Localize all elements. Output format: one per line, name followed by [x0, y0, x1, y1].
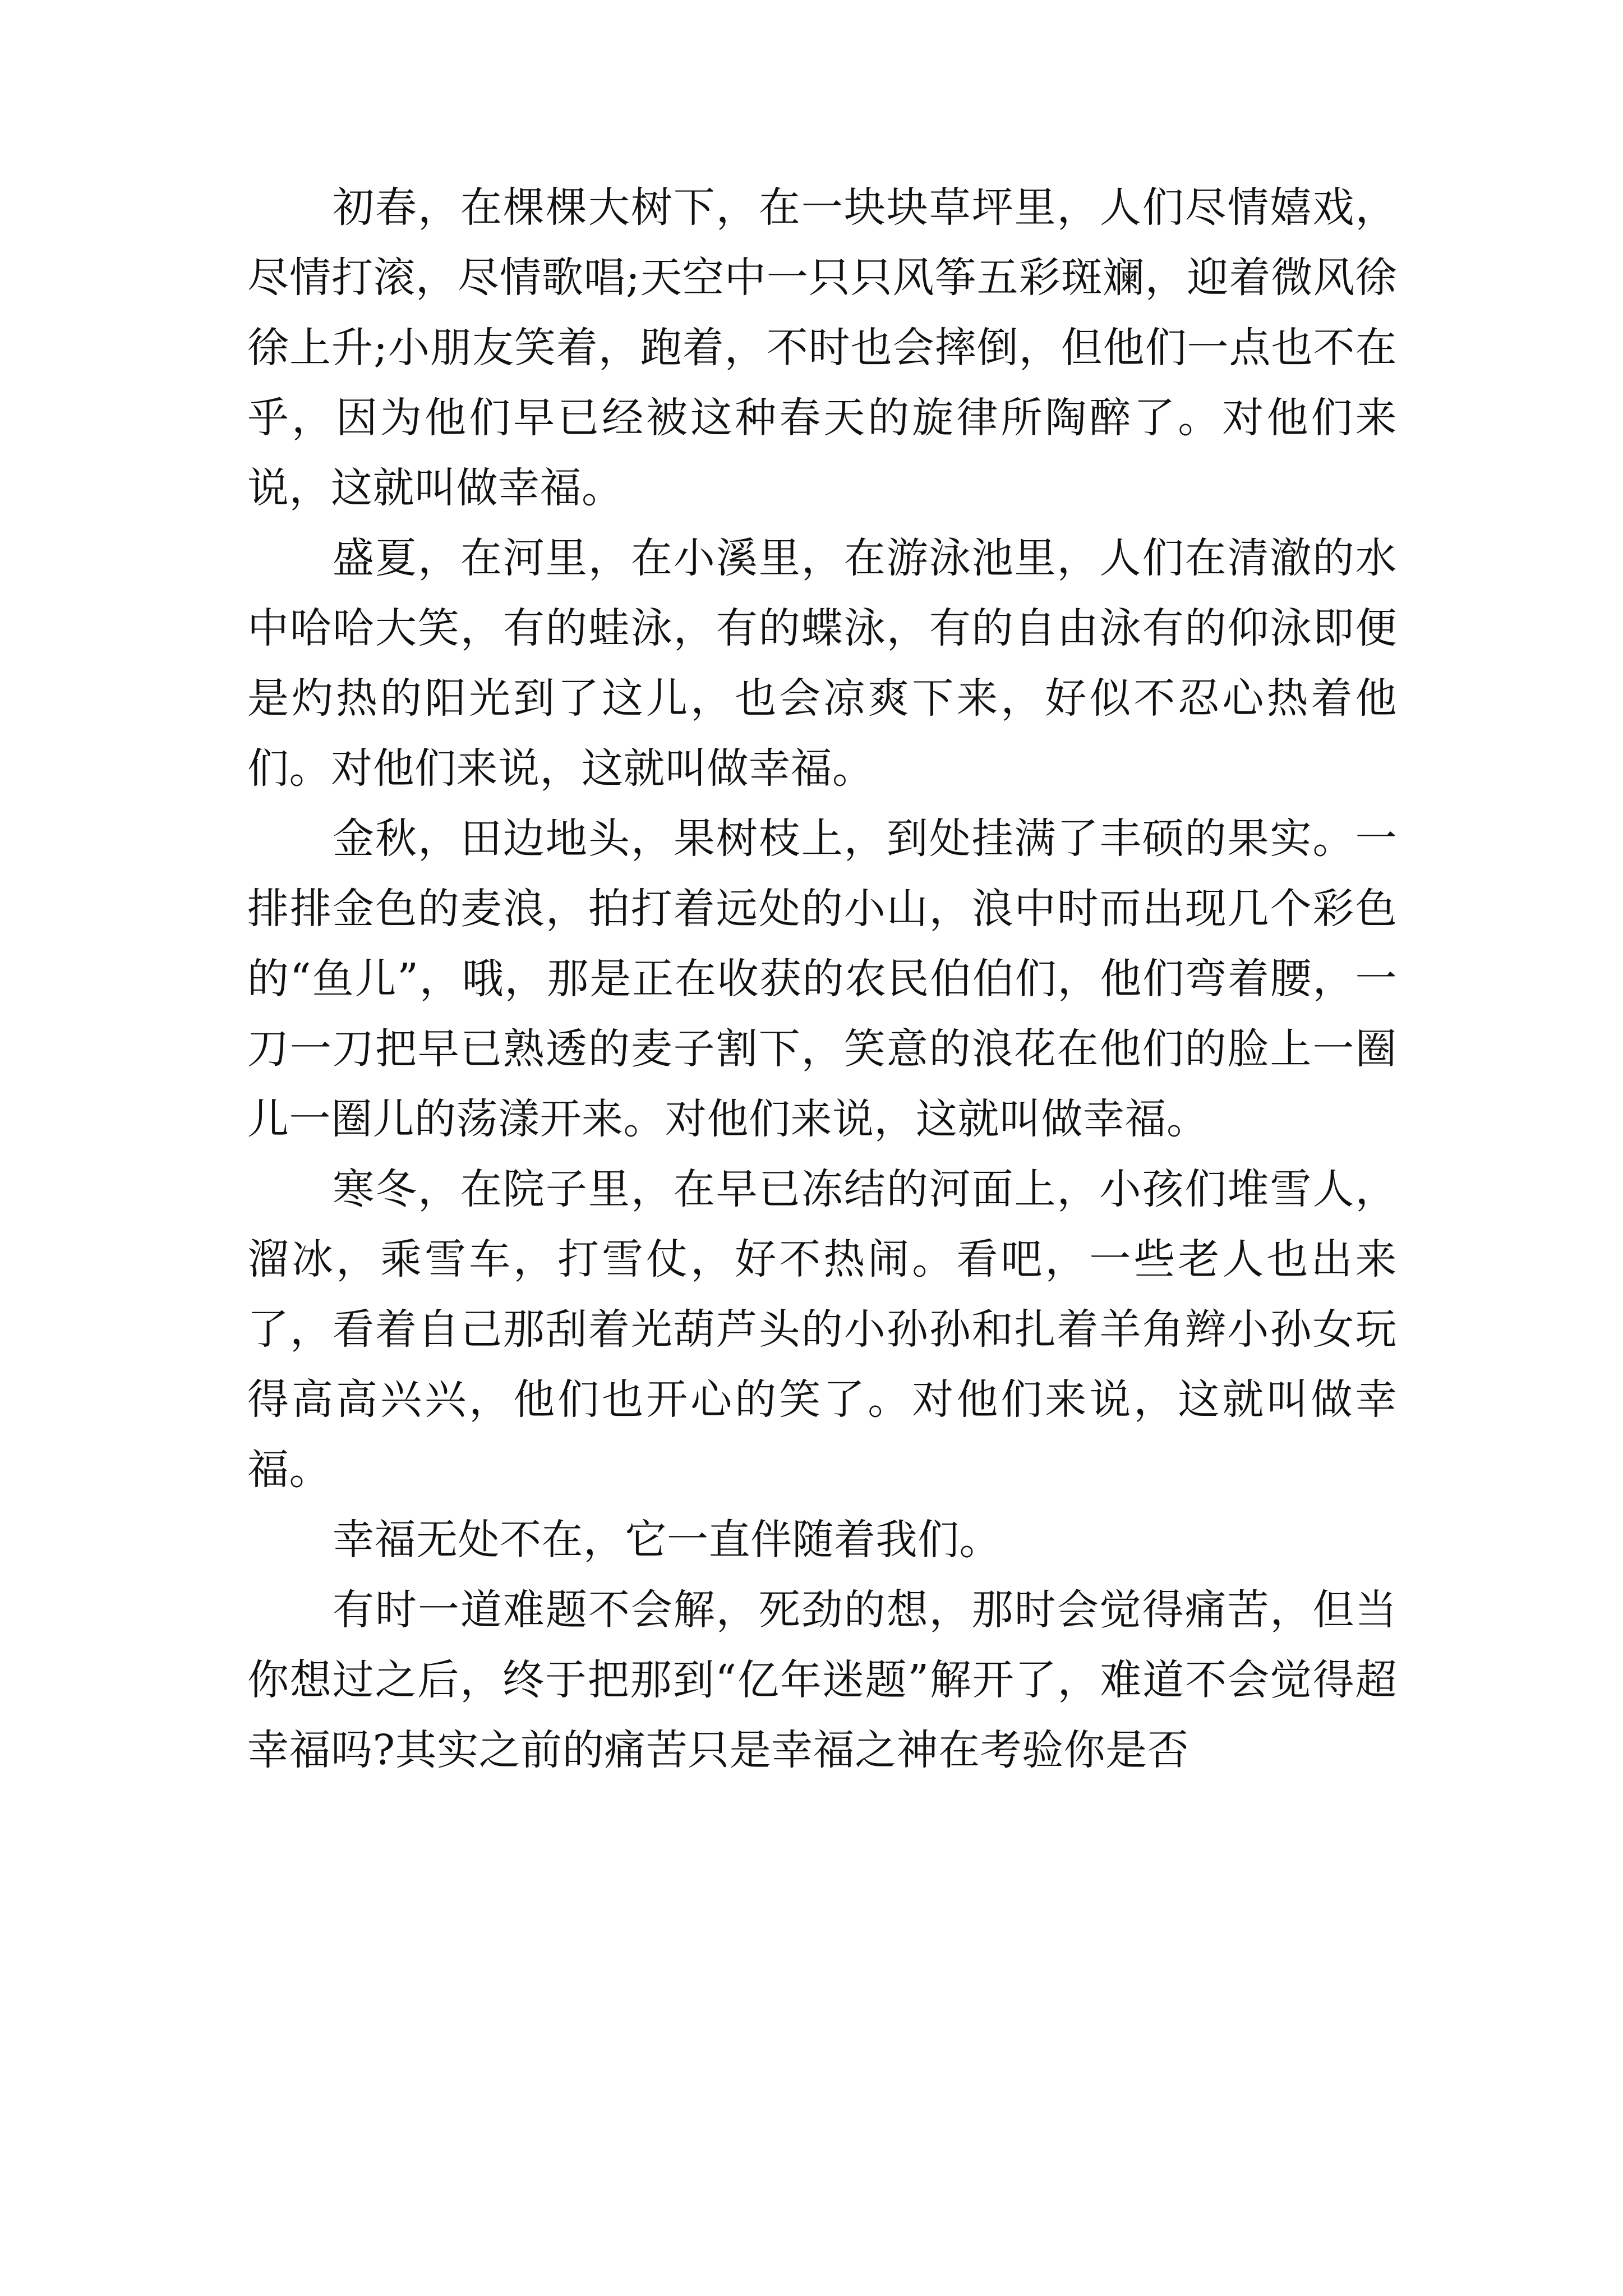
- paragraph-hard-problem: 有时一道难题不会解，死劲的想，那时会觉得痛苦，但当你想过之后，终于把那到“亿年迷题”解开了，难道不会觉得超幸福吗?其实之前的痛苦只是幸福之神在考验你是否: [247, 1586, 1397, 1774]
- paragraph-happiness-everywhere: 幸福无处不在，它一直伴随着我们。: [333, 1516, 1001, 1564]
- paragraph-autumn: 金秋，田边地头，果树枝上，到处挂满了丰硕的果实。一排排金色的麦浪，拍打着远处的小山，浪中时而出现几个彩色的“鱼儿”，哦，那是正在收获的农民伯伯们，他们弯着腰，一刀一刀把早已熟透的麦子割下，笑意的浪花在他们的脸上一圈儿一圈儿的荡漾开来。对他们来说，这就叫做幸福。: [247, 815, 1397, 1143]
- paragraph-spring: 初春，在棵棵大树下，在一块块草坪里，人们尽情嬉戏，尽情打滚，尽情歌唱;天空中一只只风筝五彩斑斓，迎着微风徐徐上升;小朋友笑着，跑着，不时也会摔倒，但他们一点也不在乎，因为他们早已经被这种春天的旋律所陶醉了。对他们来说，这就叫做幸福。: [247, 183, 1397, 512]
- paragraph-winter: 寒冬，在院子里，在早已冻结的河面上，小孩们堆雪人，溜冰，乘雪车，打雪仗，好不热闹。看吧，一些老人也出来了，看着自己那刮着光葫芦头的小孙孙和扎着羊角辫小孙女玩得高高兴兴，他们也开心的笑了。对他们来说，这就叫做幸福。: [247, 1165, 1397, 1494]
- paragraph-summer: 盛夏，在河里，在小溪里，在游泳池里，人们在清澈的水中哈哈大笑，有的蛙泳，有的蝶泳，有的自由泳有的仰泳即便是灼热的阳光到了这儿，也会凉爽下来，好似不忍心热着他们。对他们来说，这就叫做幸福。: [247, 534, 1397, 793]
- document-body: [247, 173, 1397, 1786]
